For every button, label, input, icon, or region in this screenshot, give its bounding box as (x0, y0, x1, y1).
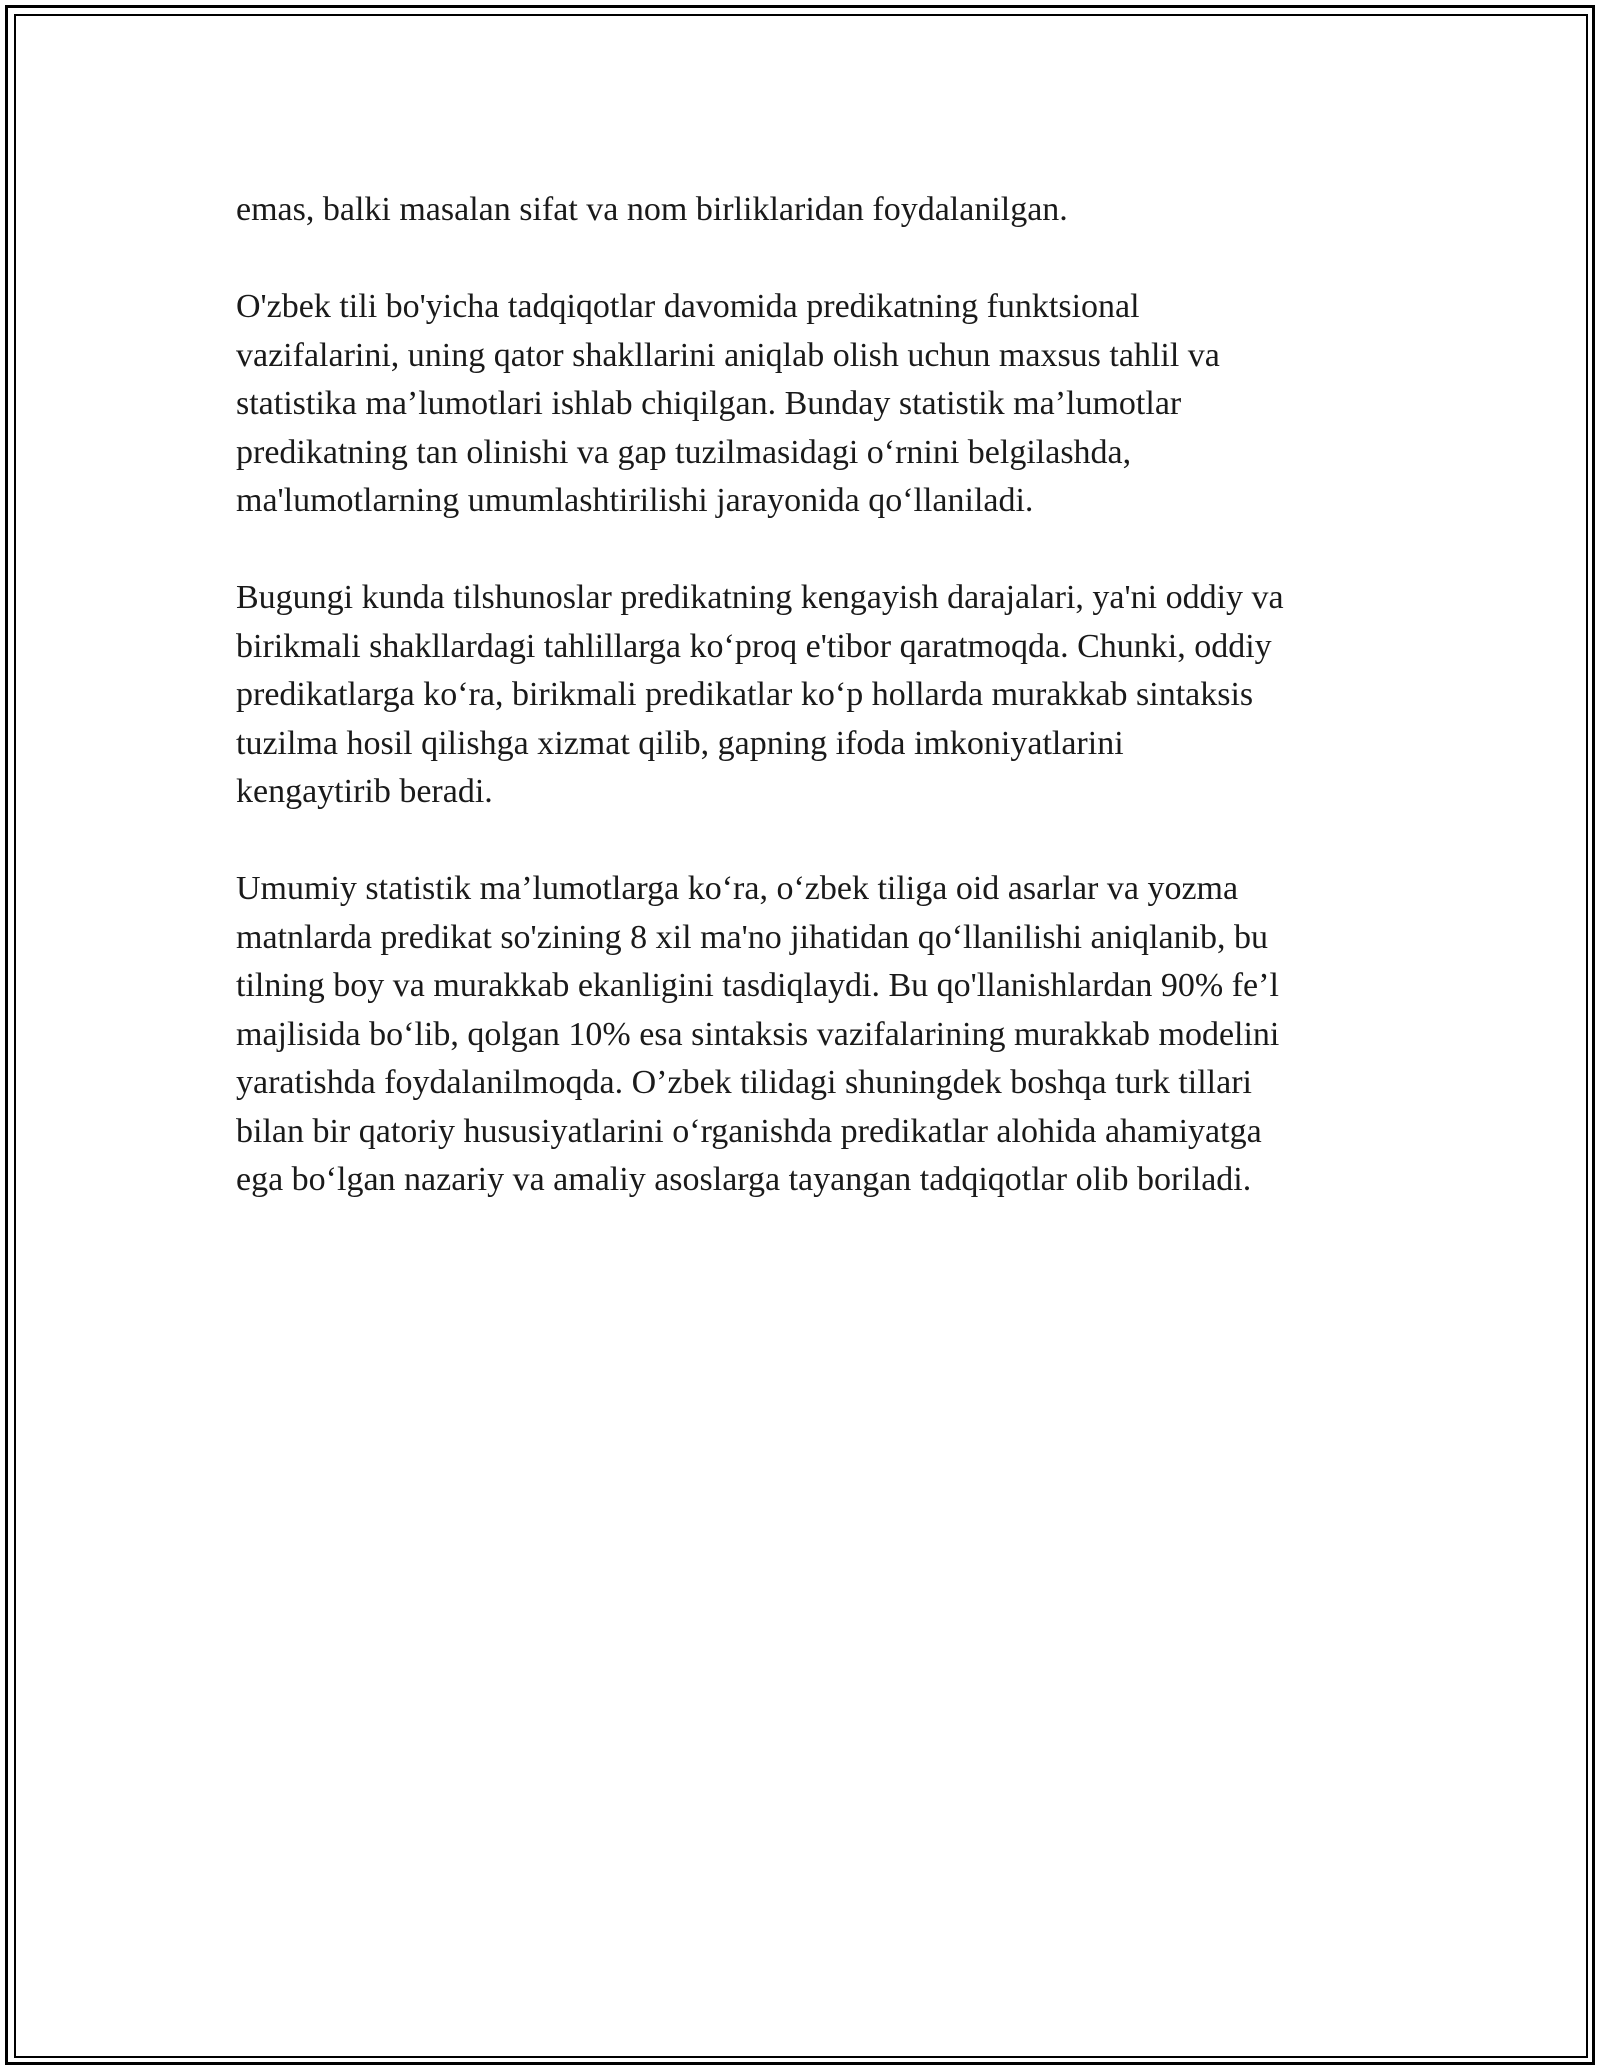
text-line: predikatlarga ko‘ra, birikmali predikatlar ko‘p hollarda murakkab sintaksis (236, 676, 1254, 713)
text-line: bilan bir qatoriy hususiyatlarini o‘rganishda predikatlar alohida ahamiyatga (236, 1112, 1262, 1150)
text-line: vazifalarini, uning qator shakllarini aniqlab olish uchun maxsus tahlil va (236, 336, 1220, 374)
text-line: kengaytirib beradi. (236, 773, 493, 810)
document-body (236, 186, 1386, 1253)
paragraph-1 (236, 186, 1386, 235)
text-line: yaratishda foydalanilmoqda. O’zbek tilidagi shuningdek boshqa turk tillari (236, 1064, 1252, 1101)
text-line: majlisida bo‘lib, qolgan 10% esa sintaksis vazifalarining murakkab modelini (236, 1015, 1280, 1053)
text-line: matnlarda predikat so'zining 8 xil ma'no jihatidan qo‘llanilishi aniqlanib, bu (236, 918, 1269, 956)
text-line: tuzilma hosil qilishga xizmat qilib, gapning ifoda imkoniyatlarini (236, 724, 1124, 762)
paragraph-4 (236, 865, 1386, 1205)
text-line: emas, balki masalan sifat va nom birliklaridan foydalanilgan. (236, 191, 1068, 228)
text-line: birikmali shakllardagi tahlillarga ko‘proq e'tibor qaratmoqda. Chunki, oddiy (236, 627, 1272, 665)
text-line: statistika ma’lumotlari ishlab chiqilgan. Bunday statistik ma’lumotlar (236, 385, 1182, 422)
text-line: ma'lumotlarning umumlashtirilishi jarayonida qo‘llaniladi. (236, 482, 1034, 519)
text-line: tilning boy va murakkab ekanligini tasdiqlaydi. Bu qo'llanishlardan 90% fe’l (236, 967, 1279, 1004)
text-line: O'zbek tili bo'yicha tadqiqotlar davomida predikatning funktsional (236, 288, 1140, 325)
paragraph-2 (236, 283, 1386, 526)
text-line: Umumiy statistik ma’lumotlarga ko‘ra, o‘zbek tiliga oid asarlar va yozma (236, 870, 1239, 907)
text-line: predikatning tan olinishi va gap tuzilmasidagi o‘rnini belgilashda, (236, 433, 1132, 471)
text-line: Bugungi kunda tilshunoslar predikatning kengayish darajalari, ya'ni oddiy va (236, 579, 1284, 616)
text-line: ega bo‘lgan nazariy va amaliy asoslarga tayangan tadqiqotlar olib boriladi. (236, 1161, 1252, 1198)
paragraph-3 (236, 574, 1386, 817)
